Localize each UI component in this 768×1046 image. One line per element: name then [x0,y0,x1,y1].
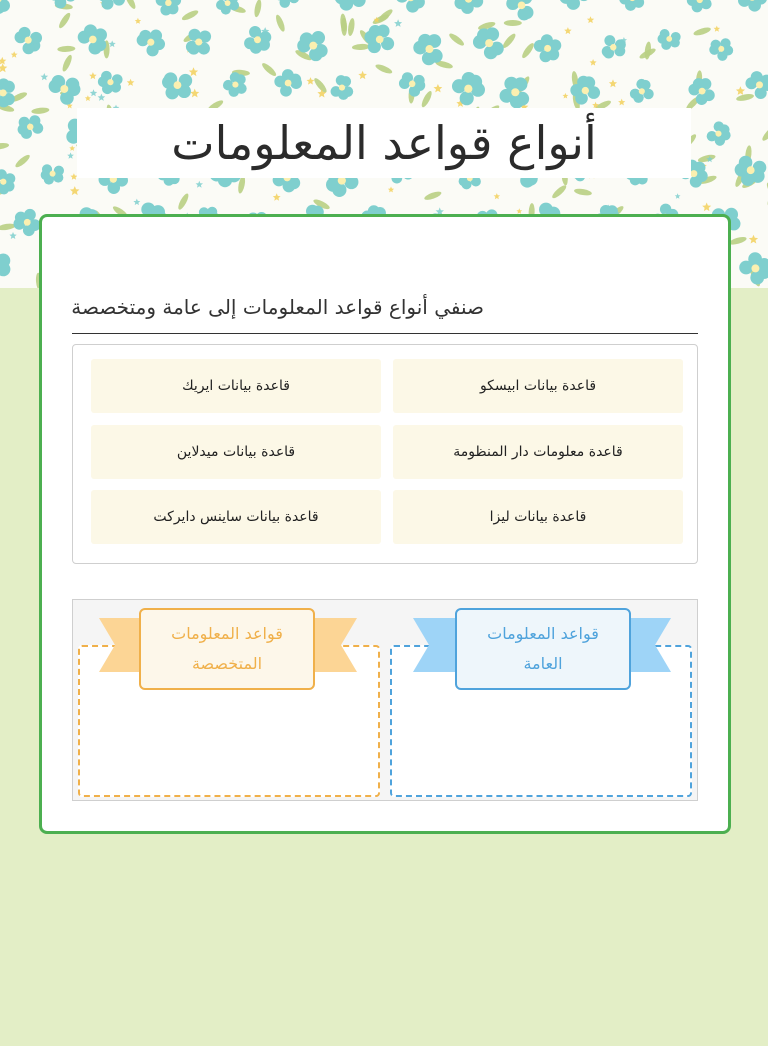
page-title: أنواع قواعد المعلومات [171,116,597,170]
draggable-item[interactable]: قاعدة بيانات ليزا [393,490,683,544]
draggable-item[interactable]: قاعدة بيانات ايريك [91,359,381,413]
ribbon-tail-icon [413,618,459,672]
draggable-item[interactable]: قاعدة بيانات ساينس دايركت [91,490,381,544]
general-category-label: قواعد المعلومات العامة [455,608,631,690]
draggable-item[interactable]: قاعدة بيانات ميدلاين [91,425,381,479]
items-panel [72,344,698,564]
title-banner [77,108,691,178]
draggable-item[interactable]: قاعدة بيانات ابيسكو [393,359,683,413]
ribbon-tail-icon [311,618,357,672]
instruction-text: صنفي أنواع قواعد المعلومات إلى عامة ومتخصصة [71,295,484,319]
ribbon-tail-icon [625,618,671,672]
specialized-category-label: قواعد المعلومات المتخصصة [139,608,315,690]
instruction-divider [72,333,698,334]
drop-area [72,599,698,801]
draggable-item[interactable]: قاعدة معلومات دار المنظومة [393,425,683,479]
activity-card [39,214,731,834]
